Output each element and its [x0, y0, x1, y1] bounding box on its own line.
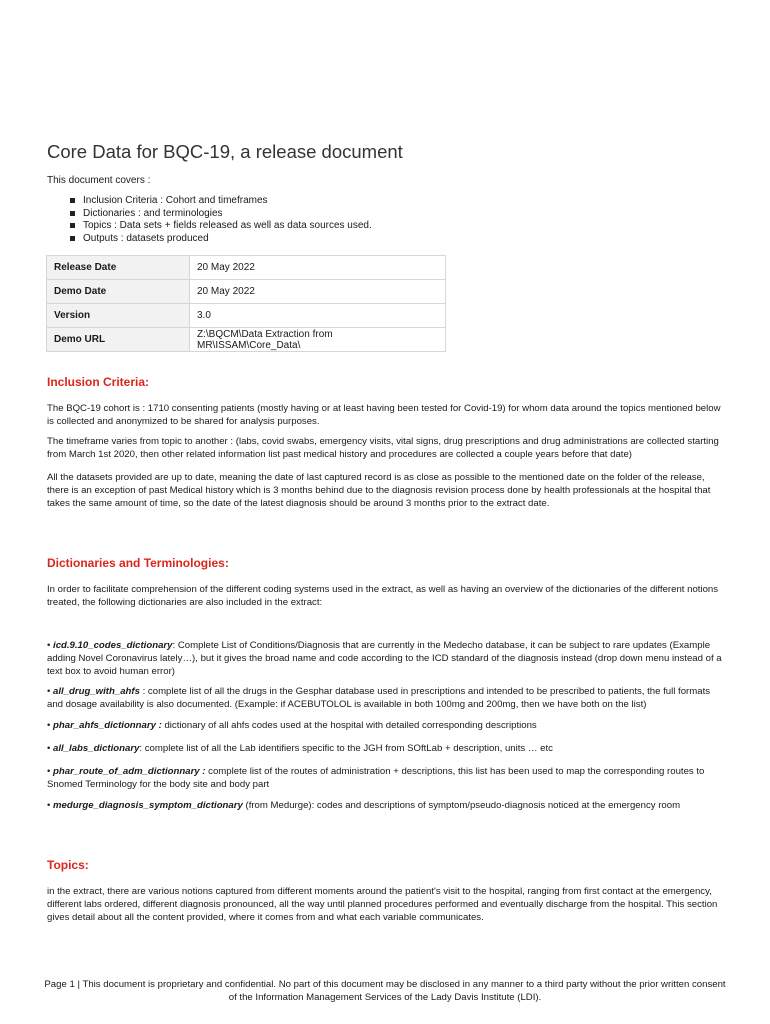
dictionaries-intro: In order to facilitate comprehension of the different coding systems used in the extract, as well as having an overview of the dictionaries of the different notions treated, the following dictionaries are also included in the extract: — [47, 584, 719, 608]
document-title: Core Data for BQC-19, a release document — [47, 141, 403, 162]
dictionary-name: phar_route_of_adm_dictionnary : — [53, 766, 206, 777]
release-date-value: 20 May 2022 — [190, 256, 446, 280]
dictionary-item: • icd.9.10_codes_dictionary: Complete List of Conditions/Diagnosis that are currently in the Medecho database, it can be subject to rare updates (Example adding Novel Coronavirus lately…), but it gives the broad name and code according to the ICD standard of the diagnosis instead (drop down menu instead of a text box to avoid human error) — [47, 640, 722, 677]
list-item: Dictionaries : and terminologies — [70, 208, 372, 221]
inclusion-paragraph: The BQC-19 cohort is : 1710 consenting patients (mostly having or at least having been tested for Covid-19) for whom data around the topics mentioned below is collected and anonymized to be shared for analysis purposes. — [47, 403, 721, 427]
dictionary-name: icd.9.10_codes_dictionary — [53, 640, 173, 651]
dictionary-name: phar_ahfs_dictionnary : — [53, 720, 162, 731]
inclusion-heading: Inclusion Criteria: — [47, 375, 150, 389]
table-row — [47, 280, 446, 304]
table-row — [47, 328, 446, 352]
dictionary-item: • phar_route_of_adm_dictionnary : complete list of the routes of administration + descriptions, this list has been used to map the corresponding routes to Snomed Terminology for the body site and body part — [47, 766, 705, 790]
dictionaries-heading: Dictionaries and Terminologies: — [47, 556, 229, 570]
release-date-label: Release Date — [47, 256, 190, 280]
topics-heading: Topics: — [47, 858, 89, 872]
dictionary-name: medurge_diagnosis_symptom_dictionary — [53, 800, 243, 811]
dictionary-name: all_drug_with_ahfs — [53, 686, 140, 697]
dictionary-name: all_labs_dictionary — [53, 743, 140, 754]
dictionary-item: • phar_ahfs_dictionnary : dictionary of all ahfs codes used at the hospital with detailed corresponding descriptions — [47, 720, 537, 731]
list-item: Outputs : datasets produced — [70, 233, 372, 246]
dictionary-item: • all_drug_with_ahfs : complete list of all the drugs in the Gesphar database used in prescriptions and intended to be prescribed to patients, the full formats and dosage availability is also documented. (Example: if ACEBUTOLOL is available in both 100mg and 200mg, then we have both on the list) — [47, 686, 711, 710]
demo-date-value: 20 May 2022 — [190, 280, 446, 304]
coverage-list — [70, 195, 372, 245]
list-item: Topics : Data sets + fields released as well as data sources used. — [70, 220, 372, 233]
release-info-table — [46, 255, 446, 352]
inclusion-paragraph: The timeframe varies from topic to another : (labs, covid swabs, emergency visits, vital signs, drug prescriptions and drug administrations are collected starting from March 1st 2020, then other related information list past medical history and procedures are collected a couple years before that date) — [47, 436, 719, 460]
page-footer: Page 1 | This document is proprietary and confidential. No part of this document may be disclosed in any manner to a third party without the prior written consent of the Information Management Services of the Lady Davis Institute (LDI). — [44, 979, 726, 1003]
demo-date-label: Demo Date — [47, 280, 190, 304]
list-item: Inclusion Criteria : Cohort and timeframes — [70, 195, 372, 208]
demo-url-value: Z:\BQCM\Data Extraction from MR\ISSAM\Core_Data\ — [190, 328, 446, 352]
version-label: Version — [47, 304, 190, 328]
table-row — [47, 256, 446, 280]
version-value: 3.0 — [190, 304, 446, 328]
dictionary-item: • all_labs_dictionary: complete list of all the Lab identifiers specific to the JGH from SOftLab + description, units … etc — [47, 743, 553, 754]
topics-paragraph: in the extract, there are various notions captured from different moments around the patient's visit to the hospital, ranging from first contact at the emergency, different labs ordered, different diagnosis pronounced, all the way until planned procedures performed and eventually discharge from the hospital. This section gives detail about all the content provided, where it comes from and what each variable communicates. — [47, 886, 718, 923]
dictionary-item: • medurge_diagnosis_symptom_dictionary (from Medurge): codes and descriptions of symptom/pseudo-diagnosis noticed at the emergency room — [47, 800, 681, 811]
demo-url-label: Demo URL — [47, 328, 190, 352]
inclusion-paragraph: All the datasets provided are up to date, meaning the date of last captured record is as close as possible to the mentioned date on the folder of the release, there is an exception of past Medical history which is 3 months behind due to the diagnosis revision process done by health professionals at the hospital that takes the same amount of time, so the date of the latest diagnosis should be around 3 months prior to the extract date. — [47, 472, 711, 509]
table-row — [47, 304, 446, 328]
intro-text: This document covers : — [47, 175, 151, 186]
